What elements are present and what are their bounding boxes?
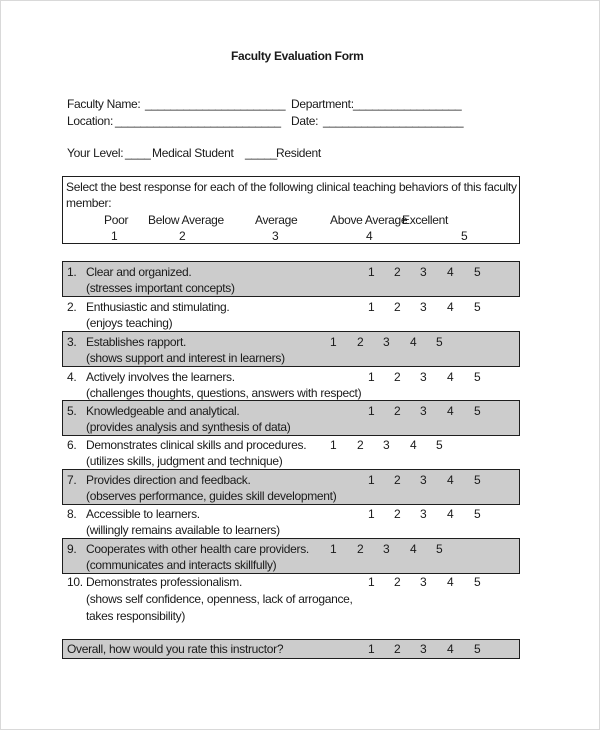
- rating-5[interactable]: 5: [474, 404, 481, 418]
- rating-3[interactable]: 3: [383, 438, 390, 452]
- rating-2[interactable]: 2: [394, 642, 401, 656]
- rating-4[interactable]: 4: [447, 575, 454, 589]
- rating-2[interactable]: 2: [394, 265, 401, 279]
- rating-3[interactable]: 3: [420, 300, 427, 314]
- item-title: Knowledgeable and analytical.: [86, 404, 240, 418]
- rating-4[interactable]: 4: [410, 542, 417, 556]
- item-description: (communicates and interacts skillfully): [86, 558, 277, 572]
- faculty-name-label: Faculty Name:: [67, 97, 141, 111]
- level-label: Your Level:: [67, 146, 124, 160]
- scale-value-2: 2: [179, 229, 186, 243]
- evaluation-item-1: [62, 261, 520, 297]
- rating-4[interactable]: 4: [447, 265, 454, 279]
- instructions-box: [62, 176, 520, 244]
- rating-3[interactable]: 3: [420, 507, 427, 521]
- scale-label-poor: Poor: [104, 213, 129, 227]
- scale-value-5: 5: [461, 229, 468, 243]
- rating-3[interactable]: 3: [420, 370, 427, 384]
- item-description: (shows self confidence, openness, lack of arrogance,: [86, 592, 353, 606]
- item-title: Cooperates with other health care providers.: [86, 542, 309, 556]
- scale-value-4: 4: [366, 229, 373, 243]
- rating-5[interactable]: 5: [474, 507, 481, 521]
- rating-2[interactable]: 2: [357, 542, 364, 556]
- item-description: (challenges thoughts, questions, answers with respect): [86, 386, 362, 400]
- item-title: Actively involves the learners.: [86, 370, 235, 384]
- rating-4[interactable]: 4: [447, 300, 454, 314]
- rating-1[interactable]: 1: [330, 335, 337, 349]
- rating-3[interactable]: 3: [420, 404, 427, 418]
- rating-4[interactable]: 4: [410, 438, 417, 452]
- item-number: 6.: [67, 438, 77, 452]
- item-number: 8.: [67, 507, 77, 521]
- scale-label-average: Average: [255, 213, 298, 227]
- evaluation-item-8: [62, 505, 520, 538]
- rating-5[interactable]: 5: [474, 300, 481, 314]
- item-title: Establishes rapport.: [86, 335, 187, 349]
- evaluation-item-5: [62, 400, 520, 436]
- item-number: 3.: [67, 335, 77, 349]
- rating-1[interactable]: 1: [330, 438, 337, 452]
- rating-1[interactable]: 1: [368, 575, 375, 589]
- scale-label-excellent: Excellent: [402, 213, 448, 227]
- overall-question: Overall, how would you rate this instructor?: [67, 642, 284, 656]
- rating-1[interactable]: 1: [368, 300, 375, 314]
- rating-3[interactable]: 3: [383, 335, 390, 349]
- rating-2[interactable]: 2: [394, 300, 401, 314]
- rating-4[interactable]: 4: [447, 370, 454, 384]
- rating-1[interactable]: 1: [368, 370, 375, 384]
- rating-5[interactable]: 5: [474, 575, 481, 589]
- overall-rating-row: [62, 639, 520, 659]
- instructions-line1: Select the best response for each of the following clinical teaching behaviors of this faculty: [66, 180, 517, 194]
- item-description: (provides analysis and synthesis of data): [86, 420, 291, 434]
- scale-value-3: 3: [272, 229, 279, 243]
- page-title: Faculty Evaluation Form: [231, 49, 364, 63]
- rating-1[interactable]: 1: [368, 404, 375, 418]
- rating-3[interactable]: 3: [420, 575, 427, 589]
- rating-4[interactable]: 4: [447, 473, 454, 487]
- evaluation-item-2: [62, 297, 520, 331]
- rating-3[interactable]: 3: [420, 265, 427, 279]
- date-label: Date:: [291, 114, 319, 128]
- evaluation-item-4: [62, 367, 520, 400]
- evaluation-item-7: [62, 469, 520, 505]
- item-description: (willingly remains available to learners): [86, 523, 280, 537]
- rating-3[interactable]: 3: [420, 473, 427, 487]
- item-description-continued: takes responsibility): [86, 609, 186, 623]
- instructions-line2: member:: [66, 196, 112, 210]
- faculty-name-field[interactable]: ______________________: [145, 97, 286, 111]
- rating-5[interactable]: 5: [436, 335, 443, 349]
- rating-1[interactable]: 1: [368, 507, 375, 521]
- item-title: Clear and organized.: [86, 265, 192, 279]
- rating-5[interactable]: 5: [436, 438, 443, 452]
- scale-label-above-average: Above Average: [330, 213, 408, 227]
- rating-5[interactable]: 5: [474, 642, 481, 656]
- location-label: Location:: [67, 114, 114, 128]
- rating-3[interactable]: 3: [383, 542, 390, 556]
- item-number: 5.: [67, 404, 77, 418]
- item-number: 2.: [67, 300, 77, 314]
- evaluation-item-6: [62, 436, 520, 470]
- item-description: (observes performance, guides skill development): [86, 489, 337, 503]
- evaluation-item-9: [62, 538, 520, 574]
- evaluation-item-3: [62, 331, 520, 367]
- rating-2[interactable]: 2: [394, 575, 401, 589]
- rating-4[interactable]: 4: [447, 404, 454, 418]
- item-number: 9.: [67, 542, 77, 556]
- rating-2[interactable]: 2: [394, 507, 401, 521]
- rating-2[interactable]: 2: [357, 438, 364, 452]
- item-title: Demonstrates professionalism.: [86, 575, 243, 589]
- item-description: (stresses important concepts): [86, 281, 235, 295]
- rating-4[interactable]: 4: [447, 642, 454, 656]
- item-title: Demonstrates clinical skills and procedures.: [86, 438, 307, 452]
- rating-4[interactable]: 4: [410, 335, 417, 349]
- rating-1[interactable]: 1: [368, 642, 375, 656]
- item-number: 1.: [67, 265, 77, 279]
- department-field[interactable]: _________________: [353, 97, 462, 111]
- rating-5[interactable]: 5: [474, 370, 481, 384]
- date-field[interactable]: ______________________: [323, 114, 464, 128]
- resident-option: Resident: [276, 146, 321, 160]
- medical-student-option: Medical Student: [152, 146, 234, 160]
- rating-5[interactable]: 5: [436, 542, 443, 556]
- rating-1[interactable]: 1: [368, 265, 375, 279]
- scale-label-below-average: Below Average: [148, 213, 224, 227]
- rating-2[interactable]: 2: [394, 404, 401, 418]
- rating-1[interactable]: 1: [330, 542, 337, 556]
- rating-2[interactable]: 2: [357, 335, 364, 349]
- rating-2[interactable]: 2: [394, 370, 401, 384]
- department-label: Department:: [291, 97, 354, 111]
- item-description: (utilizes skills, judgment and technique): [86, 454, 283, 468]
- item-title: Enthusiastic and stimulating.: [86, 300, 230, 314]
- rating-5[interactable]: 5: [474, 265, 481, 279]
- item-number: 10.: [67, 575, 83, 589]
- scale-value-1: 1: [111, 229, 118, 243]
- rating-2[interactable]: 2: [394, 473, 401, 487]
- rating-5[interactable]: 5: [474, 473, 481, 487]
- location-field[interactable]: __________________________: [115, 114, 281, 128]
- evaluation-item-10: [62, 574, 520, 626]
- medical-student-blank[interactable]: ____: [125, 146, 151, 160]
- item-title: Provides direction and feedback.: [86, 473, 251, 487]
- item-description: (enjoys teaching): [86, 316, 173, 330]
- item-number: 7.: [67, 473, 77, 487]
- item-description: (shows support and interest in learners): [86, 351, 285, 365]
- item-number: 4.: [67, 370, 77, 384]
- rating-1[interactable]: 1: [368, 473, 375, 487]
- rating-3[interactable]: 3: [420, 642, 427, 656]
- item-title: Accessible to learners.: [86, 507, 200, 521]
- rating-4[interactable]: 4: [447, 507, 454, 521]
- resident-blank[interactable]: _____: [245, 146, 277, 160]
